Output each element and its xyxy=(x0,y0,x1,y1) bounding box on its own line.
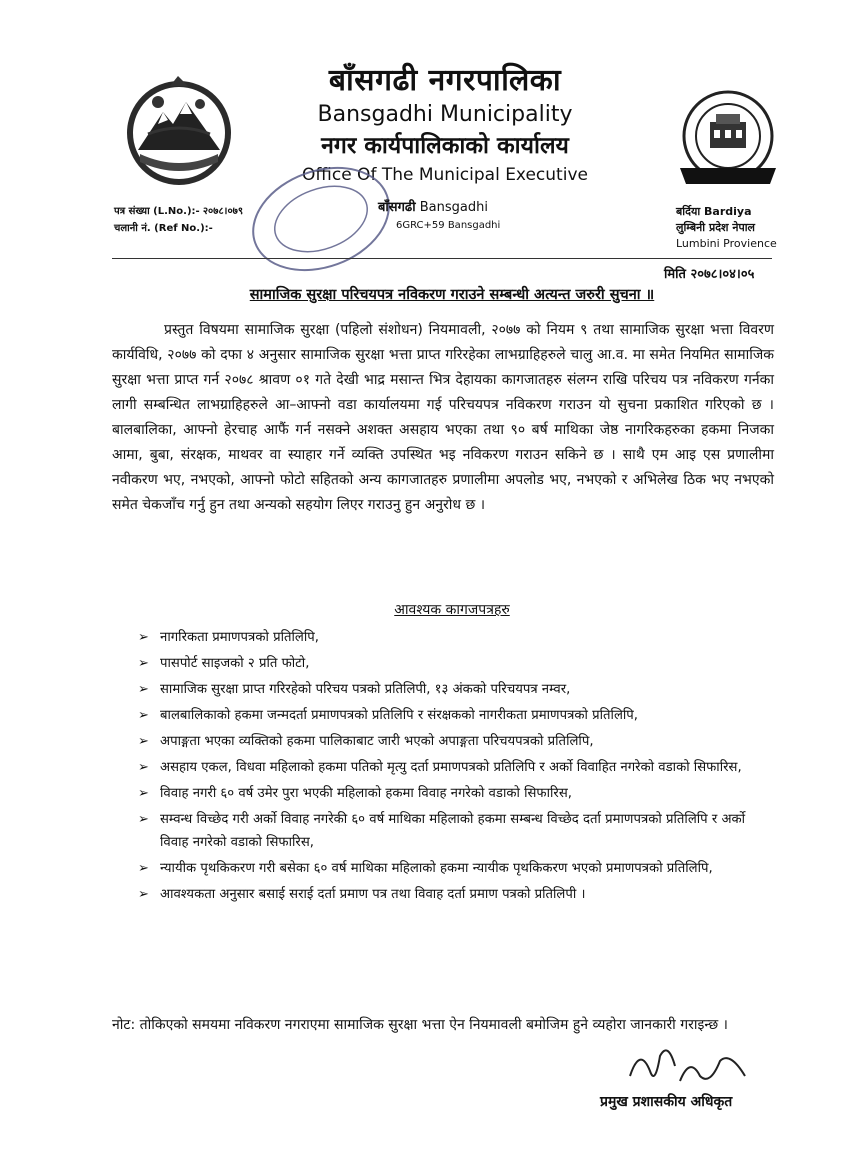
dispatch-number-label: चलानी नं. (Ref No.):- xyxy=(114,223,213,234)
reference-block xyxy=(114,203,243,237)
list-item-text: सम्वन्ध विच्छेद गरी अर्को विवाह नगरेकी ६० वर्ष माथिका महिलाको हकमा सम्बन्ध विच्छेद दर्ता प्रमाणपत्रको प्रतिलिपि र अर्को विवाह नगरेको वडाको सिफारिस, xyxy=(160,812,746,850)
list-item xyxy=(138,883,768,906)
subject-line: सामाजिक सुरक्षा परिचयपत्र नविकरण गराउने सम्बन्धी अत्यन्त जरुरी सुचना ॥ xyxy=(249,287,655,303)
list-item-text: विवाह नगरी ६० वर्ष उमेर पुरा भएकी महिलाको हकमा विवाह नगरेको वडाको सिफारिस, xyxy=(160,786,572,801)
district-name: बर्दिया Bardiya xyxy=(676,205,752,218)
municipality-name-en: Bansgadhi Municipality xyxy=(317,102,573,127)
arrow-bullet-icon: ➢ xyxy=(138,812,149,827)
arrow-bullet-icon: ➢ xyxy=(138,630,149,645)
arrow-bullet-icon: ➢ xyxy=(138,734,149,749)
nepal-emblem-icon xyxy=(118,72,240,194)
arrow-bullet-icon: ➢ xyxy=(138,682,149,697)
arrow-bullet-icon: ➢ xyxy=(138,887,149,902)
list-item xyxy=(138,678,768,701)
list-item xyxy=(138,782,768,805)
place-ne: बाँसगढी xyxy=(378,200,416,215)
list-item-text: आवश्यकता अनुसार बसाई सराई दर्ता प्रमाण पत्र तथा विवाह दर्ता प्रमाण पत्रको प्रतिलिपी । xyxy=(160,887,586,902)
requirements-heading: आवश्यक कागजपत्रहरु xyxy=(394,602,510,618)
office-name-en: Office Of The Municipal Executive xyxy=(302,165,588,185)
arrow-bullet-icon: ➢ xyxy=(138,708,149,723)
dispatch-number-row xyxy=(114,220,243,237)
arrow-bullet-icon: ➢ xyxy=(138,656,149,671)
municipality-name-ne: बाँसगढी नगरपालिका xyxy=(328,63,562,98)
list-item-text: नागरिकता प्रमाणपत्रको प्रतिलिपि, xyxy=(160,630,319,645)
office-name-ne: नगर कार्यपालिकाको कार्यालय xyxy=(321,133,569,159)
plus-code: 6GRC+59 Bansgadhi xyxy=(396,220,501,231)
letter-number-label: पत्र संख्या (L.No.):- xyxy=(114,206,200,217)
letter-number-value: २०७८।०७९ xyxy=(202,206,244,217)
list-item xyxy=(138,857,768,880)
list-item-text: सामाजिक सुरक्षा प्राप्त गरिरहेको परिचय पत्रको प्रतिलिपी, १३ अंकको परिचयपत्र नम्वर, xyxy=(160,682,571,697)
body-paragraph: प्रस्तुत विषयमा सामाजिक सुरक्षा (पहिलो संशोधन) नियमावली, २०७७ को नियम ९ तथा सामाजिक सुरक्षा भत्ता विवरण कार्यविधि, २०७७ को दफा ४ अनुसार सामाजिक सुरक्षा भत्ता प्राप्त गरिरहेका लाभग्राहिहरुले चालु आ.व. मा समेत नियमित सामाजिक सुरक्षा भत्ता प्राप्त गर्न २०७८ श्रावण ०१ गते देखी भाद्र मसान्त भित्र देहायका कागजातहरु संलग्न राखि परिचय पत्र नविकरण गर्नका लागी सम्बन्धित लाभग्राहिहरुले आ–आफ्नो वडा कार्यालयमा गई परिचयपत्र नविकरण गराउन यो सुचना प्रकाशित गरिएको छ । बालबालिका, आफ्नो हेरचाह आफैं गर्न नसक्ने अशक्त असहाय भएका तथा ९० बर्ष माथिका जेष्ठ नागरिकहरुका हकमा निजका आमा, बुबा, संरक्षक, माथवर वा स्याहार गर्ने व्यक्ति उपस्थित भइ नविकरण गराउन सकिने छ । साथै एम आइ एस प्रणालीमा नवीकरण भए, नभएको, आफ्नो फोटो सहितको अन्य कागजातहरु प्रणालीमा अपलोड भए, नभएको र अभिलेख ठिक भए नभएको समेत चेकजाँच गर्नु हुन तथा अन्यको सहयोग लिएर गराउनु हुन अनुरोध छ । xyxy=(112,322,774,513)
letter-date: मिति २०७८।०४।०५ xyxy=(664,267,755,282)
municipality-logo-icon xyxy=(674,86,782,194)
list-item-text: अपाङ्गता भएका व्यक्तिको हकमा पालिकाबाट जारी भएको अपाङ्गता परिचयपत्रको प्रतिलिपि, xyxy=(160,734,594,749)
arrow-bullet-icon: ➢ xyxy=(138,760,149,775)
province-name-en: Lumbini Provience xyxy=(676,237,777,250)
list-item xyxy=(138,652,768,675)
list-item xyxy=(138,808,768,854)
signature-icon xyxy=(620,1036,760,1096)
note-paragraph: नोट: तोकिएको समयमा नविकरण नगराएमा सामाजिक सुरक्षा भत्ता ऐन नियमावली बमोजिम हुने व्यहोरा जानकारी गराइन्छ । xyxy=(112,1017,728,1033)
header-divider xyxy=(112,258,772,259)
list-item xyxy=(138,756,768,779)
list-item-text: पासपोर्ट साइजको २ प्रति फोटो, xyxy=(160,656,310,671)
arrow-bullet-icon: ➢ xyxy=(138,786,149,801)
list-item-text: असहाय एकल, विधवा महिलाको हकमा पतिको मृत्यु दर्ता प्रमाणपत्रको प्रतिलिपि र अर्को विवाहित नगरेको वडाको सिफारिस, xyxy=(160,760,742,775)
arrow-bullet-icon: ➢ xyxy=(138,861,149,876)
letter-number-row xyxy=(114,203,243,220)
list-item xyxy=(138,626,768,649)
district-block xyxy=(676,204,777,252)
list-item-text: न्यायीक पृथकिकरण गरी बसेका ६० वर्ष माथिका महिलाको हकमा न्यायीक पृथकिकरण भएको प्रमाणपत्रको प्रतिलिपि, xyxy=(160,861,713,876)
designation: प्रमुख प्रशासकीय अधिकृत xyxy=(600,1094,733,1110)
requirements-list xyxy=(138,626,768,909)
province-name-ne: लुम्बिनी प्रदेश नेपाल xyxy=(676,221,756,234)
location-block xyxy=(378,199,500,235)
list-item xyxy=(138,730,768,753)
place-en: Bansgadhi xyxy=(419,200,488,215)
list-item-text: बालबालिकाको हकमा जन्मदर्ता प्रमाणपत्रको प्रतिलिपि र संरक्षकको नागरीकता प्रमाणपत्रको प्रतिलिपि, xyxy=(160,708,638,723)
list-item xyxy=(138,704,768,727)
